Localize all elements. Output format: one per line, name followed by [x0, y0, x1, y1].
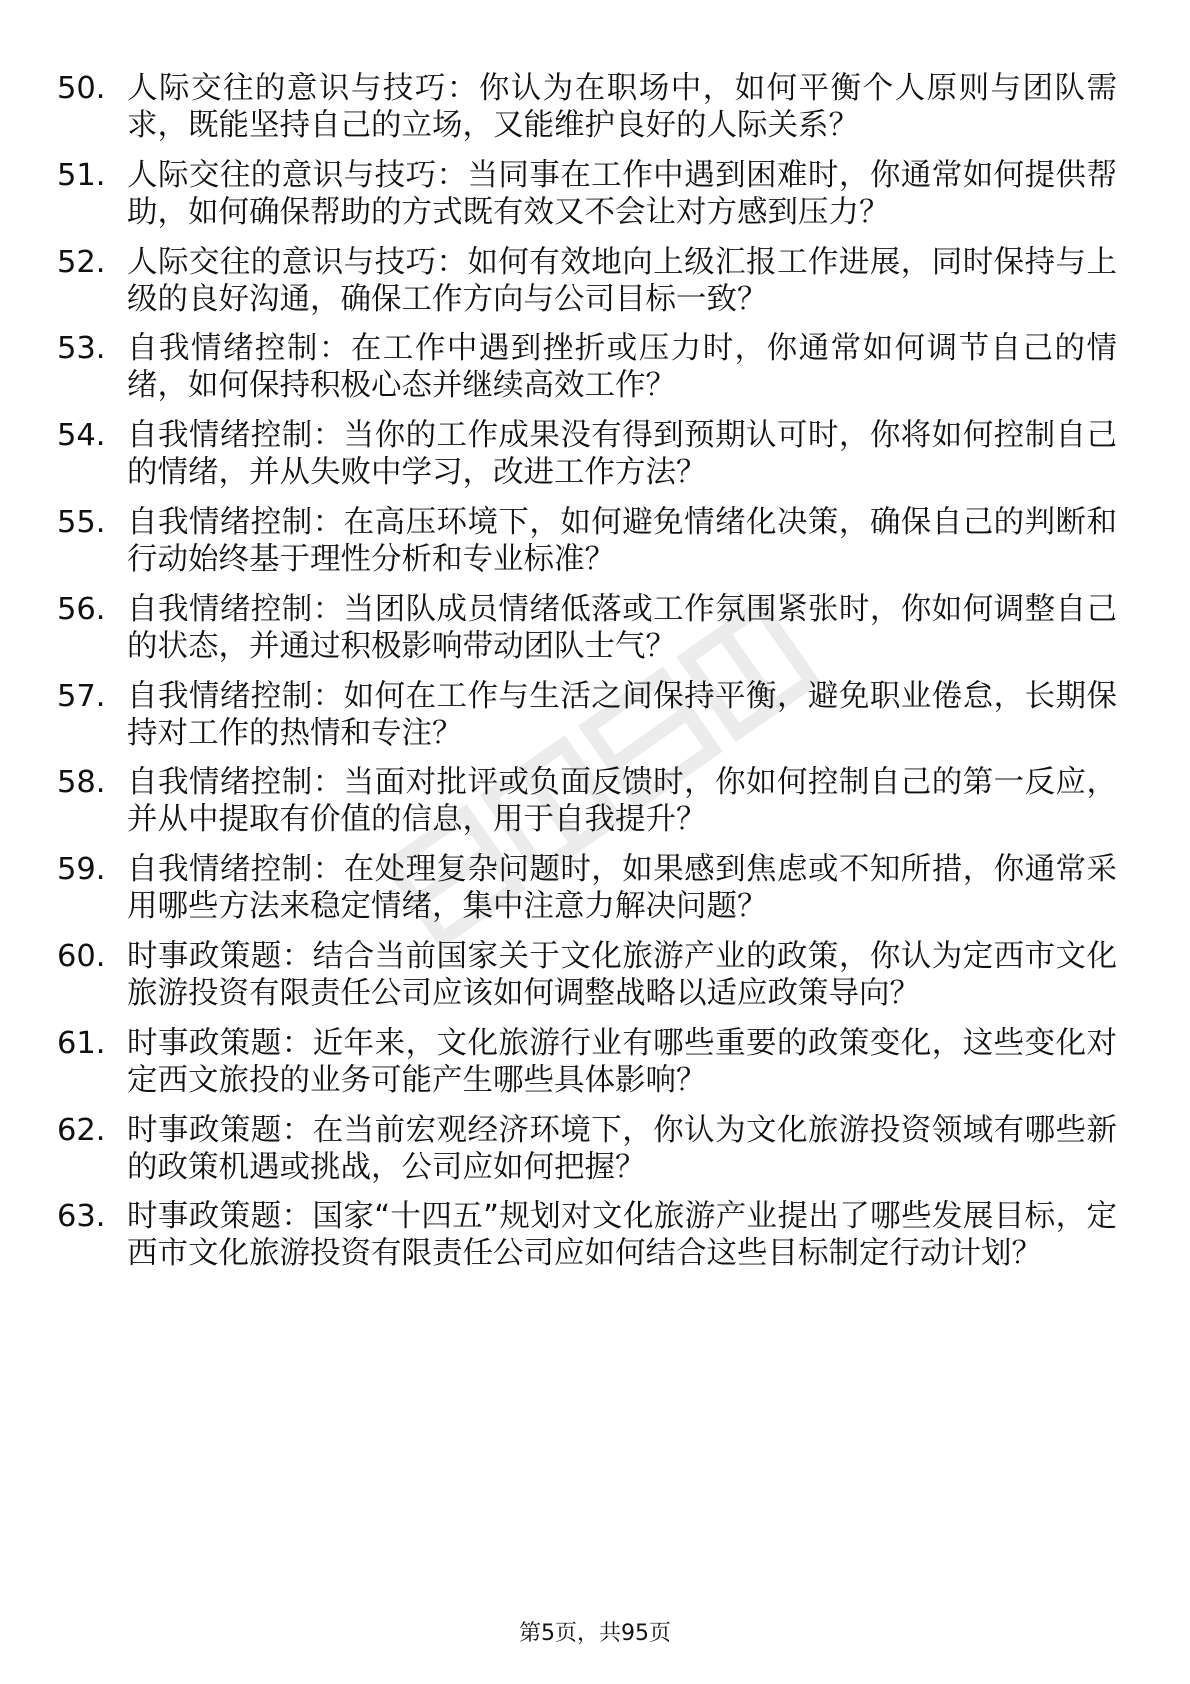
question-text: 时事政策题：近年来，文化旅游行业有哪些重要的政策变化，这些变化对定西文旅投的业务可能产生哪些具体影响？	[127, 1025, 1117, 1098]
question-item	[57, 764, 1117, 838]
question-list	[57, 70, 1117, 1285]
question-item	[57, 330, 1117, 404]
question-item	[57, 157, 1117, 231]
question-text: 自我情绪控制：当面对批评或负面反馈时，你如何控制自己的第一反应，并从中提取有价值的信息，用于自我提升？	[127, 765, 1117, 838]
question-item	[57, 1112, 1117, 1186]
question-text: 人际交往的意识与技巧：你认为在职场中，如何平衡个人原则与团队需求，既能坚持自己的立场，又能维护良好的人际关系？	[127, 71, 1117, 143]
question-number: 55.	[57, 504, 106, 540]
question-number: 50.	[57, 71, 106, 106]
question-item	[57, 417, 1117, 491]
question-item	[57, 1025, 1117, 1099]
question-item	[57, 504, 1117, 578]
question-item	[57, 851, 1117, 925]
question-number: 59.	[57, 852, 106, 888]
question-number: 58.	[57, 765, 106, 801]
question-number: 53.	[57, 331, 106, 367]
question-item	[57, 678, 1117, 752]
question-number: 62.	[57, 1112, 106, 1148]
question-item	[57, 70, 1117, 144]
question-item	[57, 244, 1117, 318]
question-number: 61.	[57, 1025, 106, 1061]
question-number: 51.	[57, 157, 106, 193]
question-text: 时事政策题：国家“十四五”规划对文化旅游产业提出了哪些发展目标，定西市文化旅游投资有限责任公司应如何结合这些目标制定行动计划？	[127, 1199, 1117, 1272]
page-footer	[0, 1620, 1190, 1648]
page-number-label: 第5页，共95页	[519, 1621, 671, 1646]
question-text: 时事政策题：在当前宏观经济环境下，你认为文化旅游投资领域有哪些新的政策机遇或挑战，公司应如何把握？	[127, 1112, 1117, 1185]
question-number: 63.	[57, 1199, 106, 1235]
question-number: 56.	[57, 591, 106, 627]
question-text: 自我情绪控制：如何在工作与生活之间保持平衡，避免职业倦怠，长期保持对工作的热情和专注？	[127, 678, 1117, 751]
question-text: 自我情绪控制：当你的工作成果没有得到预期认可时，你将如何控制自己的情绪，并从失败中学习，改进工作方法？	[127, 418, 1117, 491]
question-item	[57, 591, 1117, 665]
question-number: 60.	[57, 938, 106, 974]
question-text: 人际交往的意识与技巧：如何有效地向上级汇报工作进展，同时保持与上级的良好沟通，确保工作方向与公司目标一致？	[127, 244, 1117, 317]
question-item	[57, 938, 1117, 1012]
question-number: 52.	[57, 244, 106, 280]
question-text: 自我情绪控制：在处理复杂问题时，如果感到焦虑或不知所措，你通常采用哪些方法来稳定情绪，集中注意力解决问题？	[127, 852, 1117, 925]
question-text: 自我情绪控制：当团队成员情绪低落或工作氛围紧张时，你如何调整自己的状态，并通过积极影响带动团队士气？	[127, 591, 1117, 664]
question-text: 自我情绪控制：在工作中遇到挫折或压力时，你通常如何调节自己的情绪，如何保持积极心态并继续高效工作？	[127, 331, 1117, 404]
question-item	[57, 1198, 1117, 1272]
question-text: 自我情绪控制：在高压环境下，如何避免情绪化决策，确保自己的判断和行动始终基于理性分析和专业标准？	[127, 504, 1117, 577]
question-number: 54.	[57, 418, 106, 454]
question-text: 时事政策题：结合当前国家关于文化旅游产业的政策，你认为定西市文化旅游投资有限责任公司应该如何调整战略以适应政策导向？	[127, 938, 1117, 1011]
question-number: 57.	[57, 678, 106, 714]
question-text: 人际交往的意识与技巧：当同事在工作中遇到困难时，你通常如何提供帮助，如何确保帮助的方式既有效又不会让对方感到压力？	[127, 157, 1117, 230]
